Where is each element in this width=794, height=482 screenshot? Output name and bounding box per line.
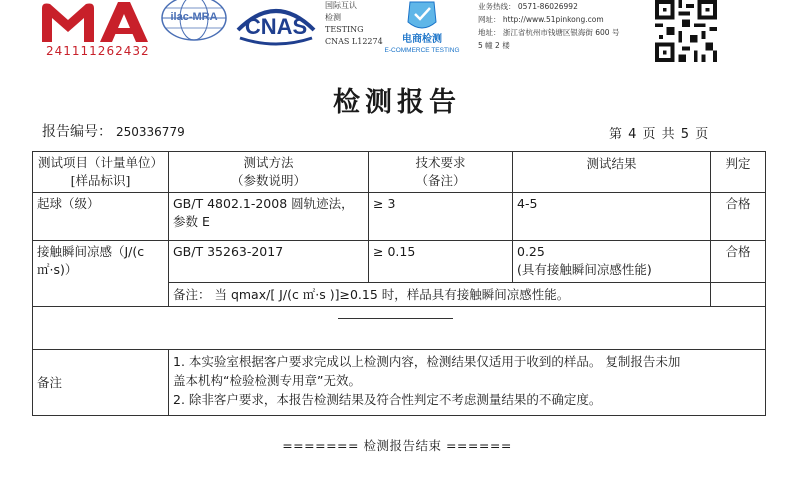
qr-code-graphic — [654, 0, 718, 62]
header-text: 测试方法 — [243, 155, 294, 170]
report-number-label: 报告编号： — [42, 124, 112, 140]
header-result — [513, 152, 711, 193]
cell-text: GB/T 4802.1-2008 圆轨迹法， — [173, 196, 354, 211]
cell-test-method — [169, 193, 369, 241]
header-text: 判定 — [725, 156, 751, 171]
report-number-value: 250336779 — [116, 125, 185, 139]
cell-spacer — [33, 307, 766, 350]
header-text: （备注） — [415, 173, 466, 188]
cell-text: 接触瞬间凉感（J/(c — [37, 244, 145, 259]
header-text: [样品标识] — [70, 173, 131, 188]
header-text: 测试项目（计量单位） — [37, 155, 163, 170]
ilac-globe-icon — [160, 0, 228, 48]
cnas-logo — [230, 0, 322, 48]
cell-result: 4-5 — [513, 193, 711, 241]
cell-result — [513, 241, 711, 283]
cnas-accreditation-text — [325, 0, 383, 48]
cell-test-item — [33, 241, 169, 307]
phone-line: 业务热线： 0571-86026992 — [478, 2, 578, 11]
cnas-emblem-icon — [230, 0, 322, 48]
cnas-text-line: 国际互认 — [325, 1, 357, 10]
remark-line: 1. 本实验室根据客户要求完成以上检测内容，检测结果仅适用于收到的样品。 复制报告未加 — [173, 354, 681, 369]
cell-note: 备注： 当 qmax/[ J/(c ㎡·s )]≥0.15 时，样品具有接触瞬间凉感性能。 — [169, 283, 711, 307]
remarks-content — [169, 350, 766, 416]
cell-text: 参数 E — [173, 214, 210, 229]
header-requirement — [369, 152, 513, 193]
table-row — [33, 193, 766, 241]
qr-code-icon[interactable] — [654, 0, 718, 62]
page-indicator: 第 4 页 共 5 页 — [609, 127, 709, 142]
remark-line: 2. 除非客户要求，本报告检测结果及符合性判定不考虑测量结果的不确定度。 — [173, 392, 602, 407]
address-line: 地址： 浙江省杭州市钱塘区银海街 600 号 — [478, 28, 620, 37]
header-text: 测试结果 — [586, 156, 637, 171]
test-results-table — [32, 151, 766, 416]
shield-check-icon — [380, 0, 464, 56]
cell-requirement: ≥ 0.15 — [369, 241, 513, 283]
header-judgement — [711, 152, 766, 193]
cell-test-method: GB/T 35263-2017 — [169, 241, 369, 283]
cell-judgement: 合格 — [711, 193, 766, 241]
remark-line: 盖本机构“检验检测专用章”无效。 — [173, 373, 361, 388]
header-text: （参数说明） — [230, 173, 306, 188]
cnas-text-line: CNAS L12274 — [325, 37, 383, 46]
table-remarks-row — [33, 350, 766, 416]
header-test-item — [33, 152, 169, 193]
cell-text: (具有接触瞬间凉感性能) — [517, 262, 652, 277]
svg-text:CNAS: CNAS — [244, 14, 308, 39]
cell-text: 0.25 — [517, 244, 545, 259]
remarks-label: 备注 — [33, 350, 169, 416]
cell-requirement: ≥ 3 — [369, 193, 513, 241]
contact-info — [478, 0, 619, 52]
cma-mark-icon — [38, 0, 150, 44]
svg-text:E-COMMERCE TESTING: E-COMMERCE TESTING — [384, 47, 460, 54]
header-test-method — [169, 152, 369, 193]
report-title: 检测报告 — [333, 87, 461, 118]
cell-test-item: 起球（级） — [33, 193, 169, 241]
report-end-marker: ======= 检测报告结束 ====== — [282, 438, 512, 453]
cnas-text-line: TESTING — [325, 25, 364, 34]
ecommerce-testing-logo — [380, 0, 464, 56]
table-row — [33, 241, 766, 283]
table-header-row — [33, 152, 766, 193]
ilac-mra-logo — [160, 0, 228, 48]
divider-line — [338, 318, 453, 319]
website-link[interactable]: 网址： http://www.51pinkong.com — [478, 15, 604, 24]
svg-text:电商检测: 电商检测 — [402, 34, 442, 45]
svg-text:ilac-MRA: ilac-MRA — [170, 11, 218, 23]
cell-text: ㎡·s)） — [37, 262, 78, 277]
cma-logo — [38, 0, 153, 62]
header-text: 技术要求 — [415, 155, 466, 170]
cell-judgement: 合格 — [711, 241, 766, 283]
report-number — [42, 121, 185, 141]
address-line-2: 5 幢 2 楼 — [478, 41, 510, 50]
cma-code: 241111262432 — [46, 44, 150, 58]
cell-empty — [711, 283, 766, 307]
cnas-text-line: 检测 — [325, 13, 341, 22]
table-spacer-row — [33, 307, 766, 350]
